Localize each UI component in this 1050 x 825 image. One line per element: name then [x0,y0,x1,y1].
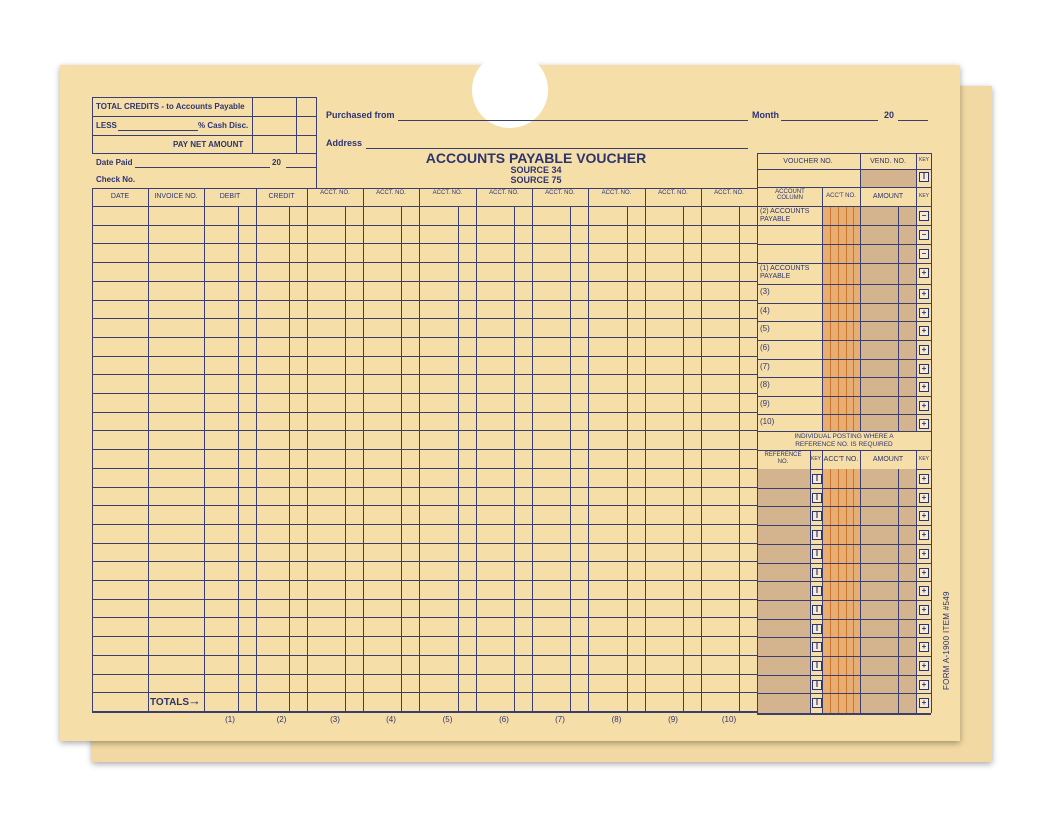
ledger-row-line [92,430,757,431]
ref-key-box: I [812,586,822,596]
key-box: − [919,249,929,259]
ledger-row-line [92,412,757,413]
column-header: ACCT. NO. [658,190,688,196]
cents-divider [570,206,571,711]
ledger-row-line [92,468,757,469]
ref-key-box: I [812,624,822,634]
date-paid-underline [135,167,270,168]
cents-divider [683,206,684,711]
less-label: LESS [96,121,117,130]
posting-key-box: + [919,624,929,634]
column-number: (5) [442,715,453,724]
column-header: ACCT. NO. [601,190,632,196]
posting-key-box: + [919,586,929,596]
less-underline [118,130,198,131]
ref-key-box: I [812,661,822,671]
key-box: + [919,308,929,318]
ledger-row-line [92,243,757,244]
column-number: (10) [721,715,737,724]
posting-amount-label: AMOUNT [872,456,904,463]
posting-key-box: + [919,642,929,652]
key-label: KEY [918,193,930,199]
ref-key-box: I [812,493,822,503]
posting-key-box: + [919,680,929,690]
column-number: (3) [330,715,340,724]
amount-cents-divider [898,206,899,431]
column-header: ACCT. NO. [545,190,575,196]
account-row-line [757,244,931,245]
column-divider [307,188,308,711]
ledger-row-line [92,674,757,675]
year-underline-left [286,167,316,168]
ledger-row-line [92,225,757,226]
amount-divider [860,187,861,431]
key-box: + [919,326,929,336]
cents-divider [458,206,459,711]
posting-row-line [757,656,931,657]
posting-row-line [757,581,931,582]
column-divider [148,188,149,711]
acct-digit-divider [846,206,847,431]
year-prefix-right: 20 [884,110,895,120]
address-label: Address [326,138,363,148]
account-row-label: (2) ACCOUNTS PAYABLE [760,208,810,223]
account-row-line [757,225,931,226]
ledger-row-line [92,337,757,338]
purchased-from-label: Purchased from [326,110,395,120]
ledger-row-line [92,617,757,618]
acct-digit-divider [853,206,854,431]
header-box-divider [296,97,297,153]
account-header-line [757,206,931,207]
cents-divider [238,206,239,711]
account-row-label: (1) ACCOUNTS PAYABLE [760,265,810,280]
account-row-line [757,396,931,397]
individual-posting-top [757,431,931,432]
ledger-row-line [92,636,757,637]
right-panel-bottom [757,713,931,715]
key-box: + [919,268,929,278]
header-box-right [316,97,317,188]
year-underline-right [898,120,928,121]
column-number: (9) [668,715,678,724]
individual-posting-label: INDIVIDUAL POSTING WHERE A REFERENCE NO. IS REQUIRED [794,433,894,448]
account-row-label: (9) [760,399,770,408]
account-row-line [757,414,931,415]
column-number: (6) [499,715,509,724]
vend-no-shade [861,170,916,187]
ledger-row-line [92,356,757,357]
account-row-line [757,359,931,360]
posting-key-box: + [919,568,929,578]
column-divider [532,188,533,711]
totals-arrow-icon: → [188,693,201,708]
posting-row-line [757,544,931,545]
account-row-label: (3) [760,287,770,296]
header-box-divider [252,97,253,153]
ref-key-box: I [812,530,822,540]
pay-net-label: PAY NET AMOUNT [173,140,244,149]
column-header: DATE [110,193,130,200]
address-underline [366,148,748,149]
column-divider [645,188,646,711]
column-header: CREDIT [268,193,295,200]
posting-key-box: + [919,530,929,540]
ledger-row-line [92,561,757,562]
ledger-row-line [92,262,757,263]
account-row-line [757,303,931,304]
ledger-row-line [92,599,757,600]
cents-divider [289,206,290,711]
month-underline [781,120,878,121]
key-box: + [919,345,929,355]
column-divider [256,188,257,711]
account-row-label: (8) [760,380,770,389]
account-row-line [757,284,931,285]
posting-key-label: KEY [918,456,930,462]
header-row-line [92,135,316,136]
column-header: ACCT. NO. [489,190,519,196]
account-row-label: (10) [760,417,775,426]
column-divider [701,188,702,711]
ref-key-box: I [812,680,822,690]
posting-key-box: + [919,661,929,671]
ref-key-box: I [812,511,822,521]
posting-key-box: + [919,698,929,708]
ledger-row-line [92,487,757,488]
key-box: − [919,230,929,240]
posting-key-box: + [919,605,929,615]
header-row-line [92,153,316,154]
right-panel-top [757,153,931,154]
ref-key-box: I [812,474,822,484]
posting-row-line [757,637,931,638]
source-34: SOURCE 34 [510,165,562,175]
key-box: I [919,172,929,182]
key-box: + [919,289,929,299]
ledger-row-line [92,505,757,506]
ledger-left-edge [92,188,93,711]
check-no-label: Check No. [96,175,136,184]
posting-row-line [757,563,931,564]
posting-row-line [757,693,931,694]
ref-key-box: I [812,698,822,708]
column-divider [419,188,420,711]
cents-divider [627,206,628,711]
acct-digit-divider [830,206,831,431]
account-row-line [757,263,931,264]
column-number: (8) [611,715,622,724]
ref-key-box: I [812,605,822,615]
year-prefix-left: 20 [272,158,281,167]
posting-row-line [757,488,931,489]
cents-divider [345,206,346,711]
column-divider [204,188,205,711]
right-panel-right [931,153,932,713]
amount-label: AMOUNT [872,193,904,200]
column-header: ACCT. NO. [320,190,350,196]
posting-row-line [757,525,931,526]
account-row-label: (6) [760,343,770,352]
header-box-left [92,97,93,153]
column-number: (1) [225,715,235,724]
date-paid-label: Date Paid [96,158,133,167]
acct-digit-divider [838,206,839,431]
thumb-cut [472,52,548,128]
key-box: + [919,401,929,411]
column-number: (7) [555,715,565,724]
ledger-row-line [92,543,757,544]
voucher-title: ACCOUNTS PAYABLE VOUCHER [425,150,647,166]
column-number: (2) [276,715,287,724]
key-box: + [919,382,929,392]
cents-divider [401,206,402,711]
amount-shade [861,206,916,431]
reference-no-label: REFERENCE NO. [764,452,802,465]
account-row-line [757,377,931,378]
ledger-bottom-line [92,711,757,713]
ledger-row-line [92,318,757,319]
posting-row-line [757,506,931,507]
key-box: − [919,211,929,221]
ledger-row-line [92,393,757,394]
column-number: (4) [386,715,396,724]
account-row-line [757,321,931,322]
ledger-top-line [92,188,757,189]
account-row-label: (5) [760,324,770,333]
totals-label: TOTALS [150,697,190,708]
ledger-row-line [92,449,757,450]
key-box: + [919,419,929,429]
cents-divider [514,206,515,711]
column-header: ACCT. NO. [376,190,406,196]
key-divider [916,153,917,187]
key-divider [916,187,917,431]
posting-header-line [757,450,931,451]
posting-row-line [757,675,931,676]
purchased-from-underline [398,120,748,121]
cents-divider [739,206,740,711]
ref-key-box: I [812,549,822,559]
key-label: KEY [918,157,930,163]
total-credits-label: TOTAL CREDITS - to Accounts Payable [96,102,245,111]
column-header: DEBIT [219,193,241,200]
posting-key-box: + [919,549,929,559]
acct-divider [822,187,823,431]
ledger-row-line [92,655,757,656]
vend-no-label: VEND. NO. [870,158,906,165]
ledger-row-line [92,524,757,525]
month-label: Month [752,110,779,120]
ledger-row-line [92,580,757,581]
posting-row-line [757,600,931,601]
ref-key-box: I [812,642,822,652]
account-row-label: (7) [760,362,770,371]
column-divider [363,188,364,711]
account-row-label: (4) [760,306,770,315]
ledger-row-line [92,281,757,282]
column-header: ACCT. NO. [714,190,744,196]
header-box-top [92,97,316,98]
acct-no-label: ACC'T NO. [826,193,856,199]
source-75: SOURCE 75 [510,175,562,185]
column-divider [476,188,477,711]
ledger-row-line [92,374,757,375]
posting-key-box: + [919,493,929,503]
ref-key-box: I [812,568,822,578]
posting-row-line [757,619,931,620]
cash-disc-label: % Cash Disc. [198,121,249,130]
column-header: INVOICE NO. [154,193,198,200]
ledger-row-line [92,300,757,301]
voucher-no-label: VOUCHER NO. [783,158,833,165]
account-column-label: ACCOUNT COLUMN [775,189,805,201]
form-item-number: FORM A-1900 ITEM #549 [942,591,951,690]
column-divider [588,188,589,711]
posting-key-box: + [919,511,929,521]
key-box: + [919,364,929,374]
posting-key-box: + [919,474,929,484]
ref-key-label: KEY [810,456,822,462]
acct-no-shade [823,206,860,431]
column-header: ACCT. NO. [432,190,463,196]
ledger-header-line [92,206,757,207]
account-row-line [757,340,931,341]
header-row-line [92,116,316,117]
right-panel-line [757,187,931,188]
posting-acct-no-label: ACC'T NO. [823,456,859,463]
